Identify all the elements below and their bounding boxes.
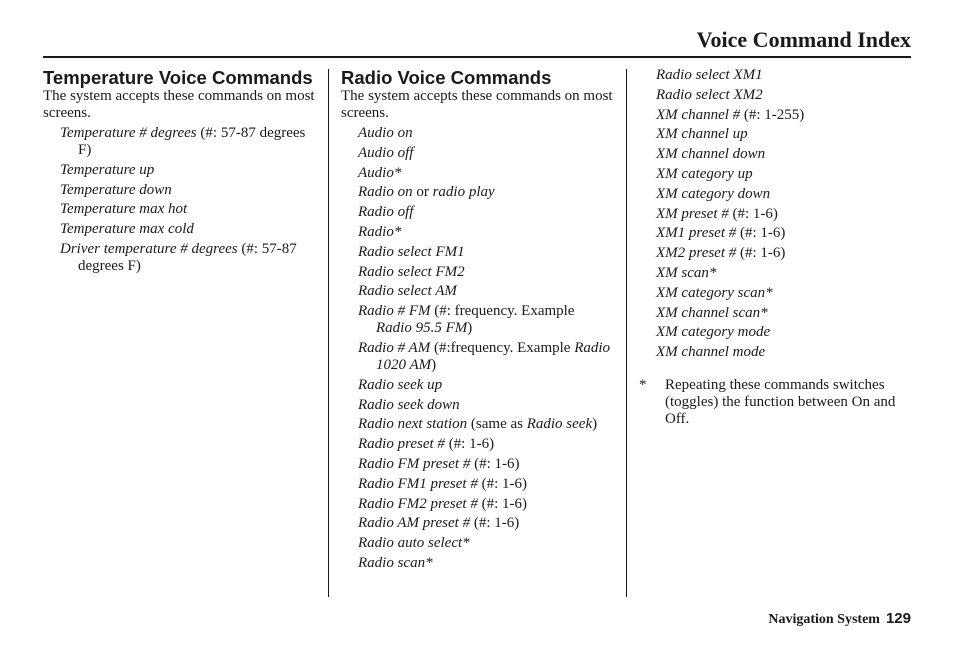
command-text: Radio select FM1 xyxy=(358,243,465,260)
voice-command-item xyxy=(341,436,613,453)
command-text: Radio next station xyxy=(358,416,468,433)
command-text: XM channel up xyxy=(656,126,748,143)
command-note: or xyxy=(412,184,433,201)
command-text: XM preset # xyxy=(656,205,729,222)
voice-command-item xyxy=(43,201,315,218)
voice-command-item xyxy=(341,165,613,182)
voice-command-item xyxy=(341,224,613,241)
command-note: (#: 1-6) xyxy=(470,515,520,532)
command-text: radio play xyxy=(432,184,495,201)
voice-command-item xyxy=(639,285,911,302)
temperature-section xyxy=(43,67,315,278)
command-note: (#: 1-6) xyxy=(736,245,786,262)
page-footer xyxy=(768,610,911,628)
voice-command-item xyxy=(639,146,911,163)
command-text: Radio # AM xyxy=(358,339,431,356)
voice-command-item xyxy=(639,186,911,203)
command-text: Radio off xyxy=(358,204,414,221)
voice-command-item xyxy=(341,204,613,221)
command-text: Temperature # degrees xyxy=(60,125,197,141)
command-text: XM scan* xyxy=(656,264,717,281)
voice-command-item xyxy=(341,416,613,433)
command-text: Radio select XM2 xyxy=(656,86,763,103)
voice-command-item xyxy=(639,344,911,361)
command-note: (#: 57-87 degrees F) xyxy=(78,125,306,158)
voice-command-item xyxy=(341,303,613,337)
command-text: Temperature up xyxy=(60,161,155,178)
command-note: (#: 1-6) xyxy=(477,475,527,492)
voice-command-item xyxy=(341,496,613,513)
voice-command-item xyxy=(341,340,613,374)
command-note: (same as xyxy=(467,416,527,433)
command-note: ) xyxy=(592,416,598,433)
command-text: Temperature max hot xyxy=(60,201,188,218)
command-text: Temperature max cold xyxy=(60,221,194,238)
footer-label: Navigation System xyxy=(768,612,880,627)
column-divider xyxy=(328,69,329,597)
command-text: Radio select XM1 xyxy=(656,67,763,83)
voice-command-item xyxy=(341,515,613,532)
command-text: XM category down xyxy=(656,185,771,202)
command-text: Radio FM preset # xyxy=(358,455,471,472)
command-note: ) xyxy=(467,320,473,337)
command-text: Radio 1020 AM xyxy=(376,339,611,373)
command-text: XM1 preset # xyxy=(656,225,737,242)
command-text: Radio FM2 preset # xyxy=(358,495,478,512)
command-text: XM category mode xyxy=(656,324,771,341)
command-text: XM2 preset # xyxy=(656,245,737,262)
command-text: Radio on xyxy=(358,184,413,201)
footnote-text: Repeating these commands switches (toggles) the function between On and Off. xyxy=(665,377,896,428)
command-text: Radio 95.5 FM xyxy=(376,320,468,337)
voice-command-item xyxy=(341,377,613,394)
voice-command-item xyxy=(639,166,911,183)
command-text: Radio FM1 preset # xyxy=(358,475,478,492)
voice-command-item xyxy=(639,126,911,143)
command-text: Radio auto select* xyxy=(358,535,470,552)
command-text: Radio select FM2 xyxy=(358,263,465,280)
page-title: Voice Command Index xyxy=(696,27,911,52)
column-divider xyxy=(626,69,627,597)
voice-command-item xyxy=(341,476,613,493)
voice-command-item xyxy=(639,206,911,223)
command-note: (#: 1-6) xyxy=(470,455,520,472)
command-note: (#: 57-87 degrees F) xyxy=(78,240,297,274)
command-text: Driver temperature # degrees xyxy=(60,240,238,257)
command-text: Audio* xyxy=(358,164,402,181)
voice-command-item xyxy=(341,555,613,572)
voice-command-item xyxy=(43,125,315,159)
voice-command-item xyxy=(43,182,315,199)
voice-command-item xyxy=(341,456,613,473)
command-text: XM category scan* xyxy=(656,284,773,301)
command-note: (#:frequency. Example xyxy=(430,339,575,356)
voice-command-item xyxy=(639,265,911,282)
command-text: XM channel scan* xyxy=(656,304,768,321)
voice-command-item xyxy=(341,145,613,162)
command-text: Radio seek xyxy=(526,416,593,433)
command-text: Radio seek down xyxy=(358,396,460,413)
command-text: XM channel # xyxy=(656,106,741,123)
radio-heading: Radio Voice Commands xyxy=(341,67,552,88)
command-text: Radio select AM xyxy=(358,283,457,300)
command-note: (#: 1-6) xyxy=(728,205,778,222)
command-text: XM channel down xyxy=(656,146,766,163)
page-number: 129 xyxy=(885,610,911,627)
voice-command-item xyxy=(43,162,315,179)
radio-intro: The system accepts these commands on most screens. xyxy=(341,88,613,121)
radio-section xyxy=(341,67,613,575)
voice-command-item xyxy=(341,283,613,300)
command-text: Radio AM preset # xyxy=(358,515,471,532)
command-note: (#: 1-6) xyxy=(477,495,527,512)
command-text: XM category up xyxy=(656,165,753,182)
voice-command-item xyxy=(341,244,613,261)
voice-command-item xyxy=(639,87,911,104)
command-note: (#: frequency. Example xyxy=(430,303,575,320)
voice-command-item xyxy=(341,184,613,201)
voice-command-item xyxy=(639,245,911,262)
command-text: Radio scan* xyxy=(358,554,433,571)
voice-command-item xyxy=(639,305,911,322)
command-note: (#: 1-255) xyxy=(740,106,805,123)
voice-command-item xyxy=(639,67,911,84)
command-text: Audio on xyxy=(358,125,413,141)
command-note: ) xyxy=(431,356,437,373)
xm-command-list xyxy=(639,67,911,361)
voice-command-item xyxy=(43,241,315,275)
command-text: Radio* xyxy=(358,223,402,240)
title-divider xyxy=(43,56,911,58)
command-text: Radio # FM xyxy=(358,303,431,320)
temperature-heading: Temperature Voice Commands xyxy=(43,67,313,88)
voice-command-item xyxy=(341,125,613,142)
footnote xyxy=(639,377,911,428)
command-text: XM channel mode xyxy=(656,344,766,361)
command-text: Radio preset # xyxy=(358,436,445,453)
voice-command-item xyxy=(43,221,315,238)
footnote-mark: * xyxy=(639,377,647,394)
voice-command-item xyxy=(341,535,613,552)
voice-command-item xyxy=(341,397,613,414)
command-text: Audio off xyxy=(358,144,414,161)
temperature-command-list xyxy=(43,125,315,275)
temperature-intro: The system accepts these commands on most screens. xyxy=(43,88,315,121)
command-note: (#: 1-6) xyxy=(736,225,786,242)
command-text: Temperature down xyxy=(60,181,172,198)
voice-command-item xyxy=(639,324,911,341)
command-text: Radio seek up xyxy=(358,376,443,393)
voice-command-item xyxy=(341,264,613,281)
voice-command-item xyxy=(639,225,911,242)
xm-section xyxy=(639,67,911,428)
radio-command-list xyxy=(341,125,613,572)
voice-command-item xyxy=(639,107,911,124)
command-note: (#: 1-6) xyxy=(444,436,495,453)
